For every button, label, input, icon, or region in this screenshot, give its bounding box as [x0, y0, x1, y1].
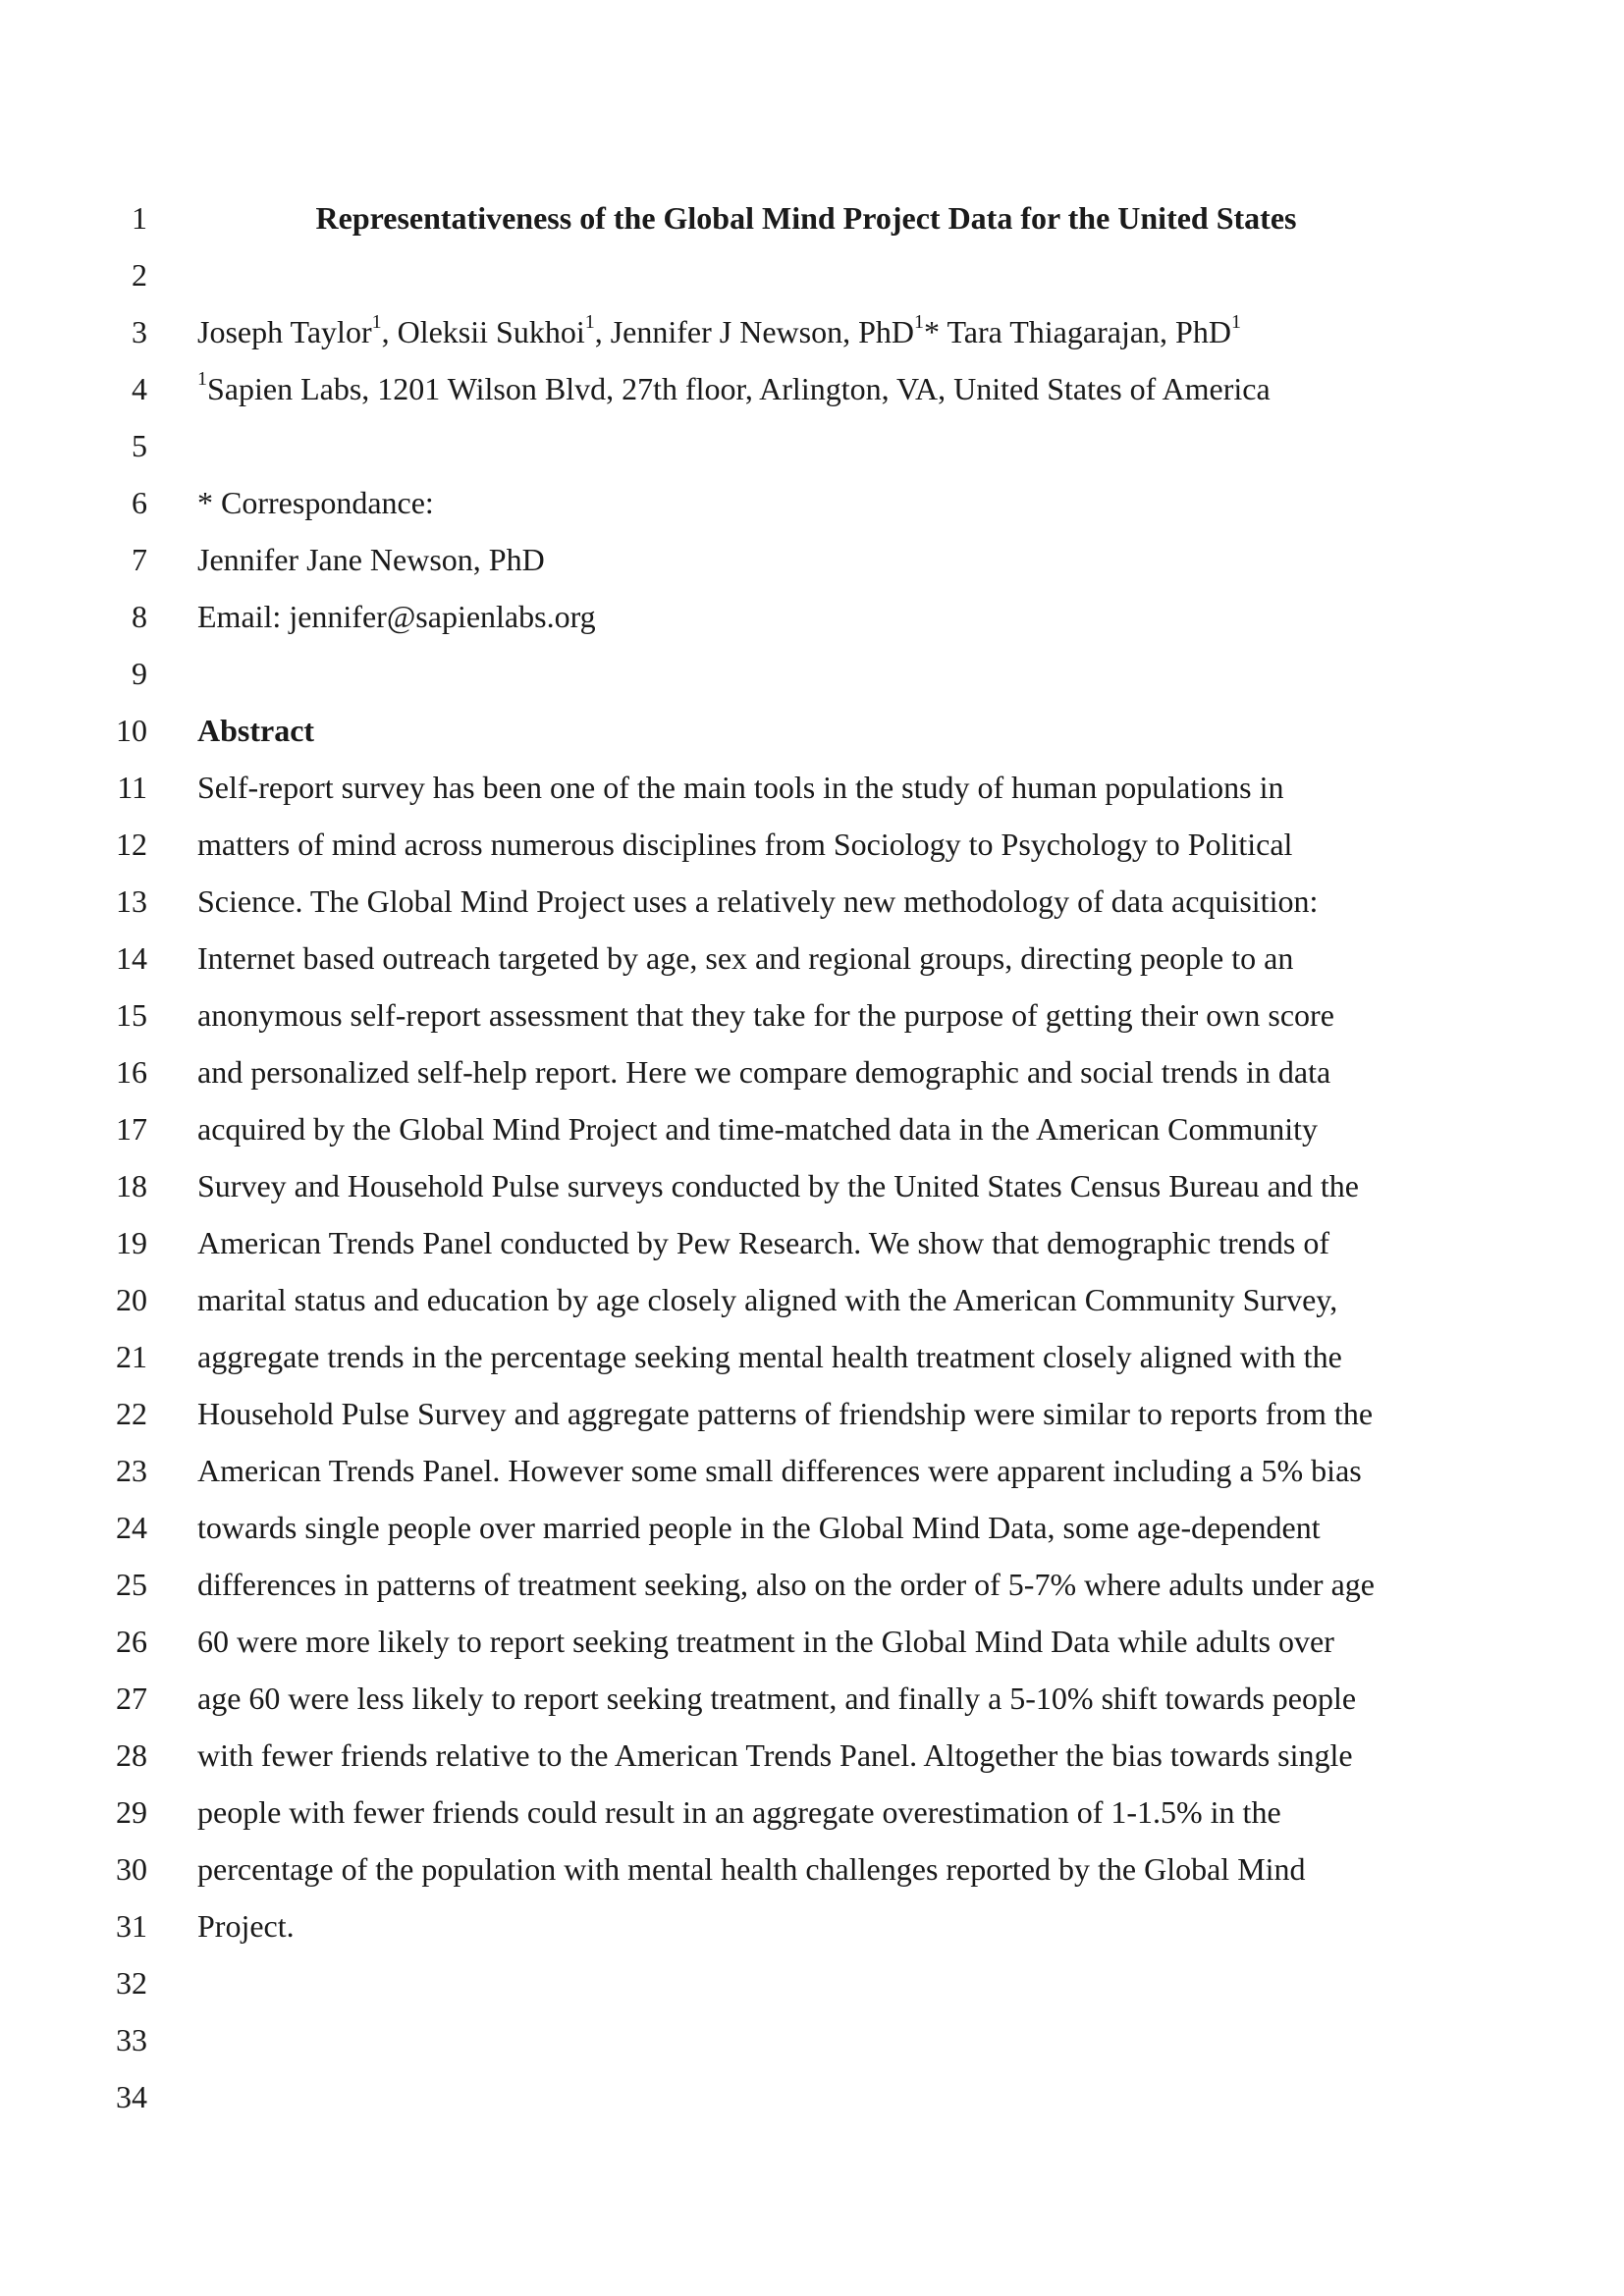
- affiliation-text: Sapien Labs, 1201 Wilson Blvd, 27th floor, Arlington, VA, United States of America: [207, 371, 1271, 406]
- line-number: 14: [116, 940, 147, 976]
- abstract-line: Project.: [197, 1908, 295, 1944]
- line-15: [0, 987, 1624, 1043]
- line-22: [0, 1385, 1624, 1442]
- line-number: 8: [132, 599, 147, 634]
- line-number: 2: [132, 257, 147, 293]
- line-23: [0, 1442, 1624, 1499]
- line-21: [0, 1328, 1624, 1385]
- author-affiliation-marker: 1: [1230, 311, 1241, 334]
- line-number: 13: [116, 883, 147, 919]
- author-name: Oleksii Sukhoi: [397, 314, 585, 349]
- abstract-line: acquired by the Global Mind Project and time-matched data in the American Community: [197, 1111, 1319, 1147]
- line-31: [0, 1897, 1624, 1954]
- line-16: [0, 1043, 1624, 1100]
- line-25: [0, 1556, 1624, 1613]
- line-number: 15: [116, 997, 147, 1033]
- line-number: 9: [132, 656, 147, 691]
- line-number: 19: [116, 1225, 147, 1260]
- abstract-line: marital status and education by age closely aligned with the American Community Survey,: [197, 1282, 1338, 1317]
- line-34: [0, 2068, 1624, 2125]
- line-number: 10: [116, 713, 147, 748]
- correspondence-label: * Correspondance:: [197, 485, 434, 520]
- line-13: [0, 873, 1624, 930]
- author-list: [197, 303, 1477, 360]
- author-affiliation-marker: 1: [371, 311, 382, 334]
- abstract-line: with fewer friends relative to the American Trends Panel. Altogether the bias towards single: [197, 1737, 1353, 1773]
- line-27: [0, 1670, 1624, 1727]
- author-name: Jennifer J Newson, PhD: [610, 314, 915, 349]
- author-name: Tara Thiagarajan, PhD: [947, 314, 1231, 349]
- line-29: [0, 1784, 1624, 1841]
- line-1: [0, 189, 1624, 246]
- abstract-line: differences in patterns of treatment seeking, also on the order of 5-7% where adults under age: [197, 1567, 1375, 1602]
- line-4: [0, 360, 1624, 417]
- abstract-line: Internet based outreach targeted by age, sex and regional groups, directing people to an: [197, 940, 1294, 976]
- line-number: 6: [132, 485, 147, 520]
- author-affiliation-marker: 1: [914, 311, 925, 334]
- line-2: [0, 246, 1624, 303]
- line-number: 5: [132, 428, 147, 463]
- abstract-line: American Trends Panel. However some small differences were apparent including a 5% bias: [197, 1453, 1362, 1488]
- line-6: [0, 474, 1624, 531]
- line-20: [0, 1271, 1624, 1328]
- line-number: 32: [116, 1965, 147, 2001]
- abstract-line: age 60 were less likely to report seeking treatment, and finally a 5-10% shift towards people: [197, 1681, 1357, 1716]
- line-24: [0, 1499, 1624, 1556]
- abstract-line: anonymous self-report assessment that they take for the purpose of getting their own score: [197, 997, 1334, 1033]
- line-9: [0, 645, 1624, 702]
- line-10: [0, 702, 1624, 759]
- line-number: 21: [116, 1339, 147, 1374]
- line-11: [0, 759, 1624, 816]
- line-number: 29: [116, 1794, 147, 1830]
- line-28: [0, 1727, 1624, 1784]
- abstract-line: Household Pulse Survey and aggregate patterns of friendship were similar to reports from the: [197, 1396, 1374, 1431]
- correspondence-email: Email: jennifer@sapienlabs.org: [197, 599, 596, 634]
- line-number: 24: [116, 1510, 147, 1545]
- line-number: 16: [116, 1054, 147, 1090]
- line-8: [0, 588, 1624, 645]
- abstract-line: towards single people over married people in the Global Mind Data, some age-dependent: [197, 1510, 1321, 1545]
- line-number: 7: [132, 542, 147, 577]
- line-number: 17: [116, 1111, 147, 1147]
- line-number: 26: [116, 1624, 147, 1659]
- line-33: [0, 2011, 1624, 2068]
- abstract-line: and personalized self-help report. Here we compare demographic and social trends in data: [197, 1054, 1331, 1090]
- line-number: 30: [116, 1851, 147, 1887]
- line-17: [0, 1100, 1624, 1157]
- line-number: 33: [116, 2022, 147, 2057]
- line-number: 31: [116, 1908, 147, 1944]
- line-30: [0, 1841, 1624, 1897]
- line-32: [0, 1954, 1624, 2011]
- author-separator: *: [924, 314, 947, 349]
- abstract-line: matters of mind across numerous disciplines from Sociology to Psychology to Political: [197, 827, 1293, 862]
- correspondence-name: Jennifer Jane Newson, PhD: [197, 542, 545, 577]
- line-3: [0, 303, 1624, 360]
- affiliation-marker: 1: [197, 368, 207, 391]
- line-19: [0, 1214, 1624, 1271]
- line-number: 11: [117, 770, 147, 805]
- line-number: 1: [132, 200, 147, 236]
- abstract-line: people with fewer friends could result in an aggregate overestimation of 1-1.5% in the: [197, 1794, 1281, 1830]
- line-7: [0, 531, 1624, 588]
- line-number: 12: [116, 827, 147, 862]
- abstract-line: Survey and Household Pulse surveys conducted by the United States Census Bureau and the: [197, 1168, 1359, 1203]
- author-separator: ,: [381, 314, 398, 349]
- line-26: [0, 1613, 1624, 1670]
- abstract-heading: Abstract: [197, 713, 315, 748]
- paper-title: Representativeness of the Global Mind Project Data for the United States: [315, 200, 1297, 236]
- abstract-line: aggregate trends in the percentage seeking mental health treatment closely aligned with the: [197, 1339, 1342, 1374]
- author-separator: ,: [594, 314, 611, 349]
- abstract-line: percentage of the population with mental health challenges reported by the Global Mind: [197, 1851, 1306, 1887]
- line-number: 34: [116, 2079, 147, 2114]
- author-name: Joseph Taylor: [197, 314, 372, 349]
- line-number: 28: [116, 1737, 147, 1773]
- line-number: 20: [116, 1282, 147, 1317]
- line-number: 4: [132, 371, 147, 406]
- line-number: 3: [132, 314, 147, 349]
- abstract-line: Science. The Global Mind Project uses a relatively new methodology of data acquisition:: [197, 883, 1319, 919]
- line-18: [0, 1157, 1624, 1214]
- affiliation: [197, 360, 1477, 417]
- line-number: 23: [116, 1453, 147, 1488]
- line-5: [0, 417, 1624, 474]
- line-number: 18: [116, 1168, 147, 1203]
- line-14: [0, 930, 1624, 987]
- line-number: 27: [116, 1681, 147, 1716]
- abstract-line: Self-report survey has been one of the main tools in the study of human populations in: [197, 770, 1284, 805]
- line-number: 25: [116, 1567, 147, 1602]
- abstract-line: 60 were more likely to report seeking treatment in the Global Mind Data while adults over: [197, 1624, 1334, 1659]
- line-12: [0, 816, 1624, 873]
- abstract-line: American Trends Panel conducted by Pew Research. We show that demographic trends of: [197, 1225, 1329, 1260]
- author-affiliation-marker: 1: [584, 311, 595, 334]
- line-number: 22: [116, 1396, 147, 1431]
